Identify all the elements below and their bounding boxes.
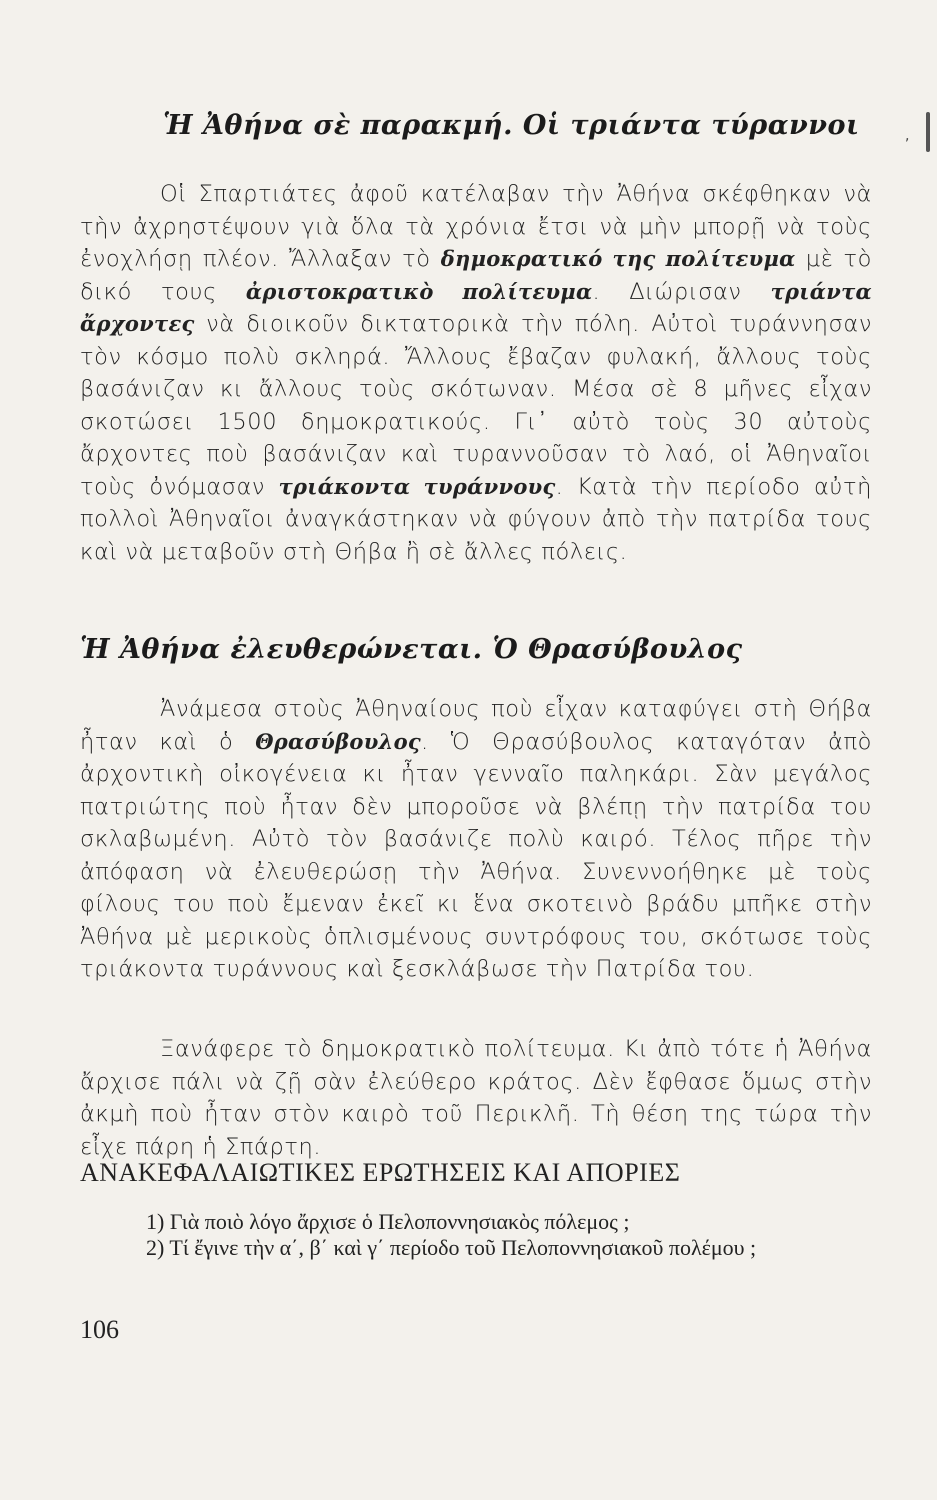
review-questions-heading: ΑΝΑΚΕΦΑΛΑΙΩΤΙΚΕΣ ΕΡΩΤΗΣΕΙΣ ΚΑΙ ΑΠΟΡΙΕΣ <box>80 1158 681 1187</box>
section-heading-liberation: Ἡ Ἀθήνα ἐλευθερώνεται. Ὁ Θρασύβουλος <box>80 634 743 665</box>
paragraph-democracy-restored: Ξανάφερε τὸ δημοκρατικὸ πολίτευμα. Κι ἀπὸ τότε ἡ Ἀθήνα ἄρχισε πάλι νὰ ζῇ σὰν ἐλεύθερο κράτος. Δὲν ἔφθασε ὅμως στὴν ἀκμὴ ποὺ ἦταν στὸν καιρὸ τοῦ Περικλῆ. Τὴ θέση της τώρα τὴν εἶχε πάρη ἡ Σπάρτη. <box>80 1036 872 1160</box>
review-question-1: 1) Γιὰ ποιὸ λόγο ἄρχισε ὁ Πελοποννησιακὸς πόλεμος ; <box>146 1209 630 1234</box>
section-heading-decline: Ἡ Ἀθήνα σὲ παρακμή. Οἱ τριάντα τύραννοι <box>163 110 860 141</box>
page-number: 106 <box>80 1315 119 1344</box>
review-question-2: 2) Τί ἔγινε τὴν α΄, β΄ καὶ γ΄ περίοδο τοῦ Πελοποννησιακοῦ πολέμου ; <box>146 1235 757 1260</box>
paragraph-thrasybulus: Ἀνάμεσα στοὺς Ἀθηναίους ποὺ εἶχαν καταφύγει στὴ Θήβα ἦταν καὶ ὁ Θρασύβουλος. Ὁ Θρασύβουλος καταγόταν ἀπὸ ἀρχοντικὴ οἰκογένεια κι ἦταν γενναῖο παληκάρι. Σὰν μεγάλος πατριώτης ποὺ ἦταν δὲν μποροῦσε νὰ βλέπῃ τὴν πατρίδα του σκλαβωμένη. Αὐτὸ τὸν βασάνιζε πολὺ καιρό. Τέλος πῆρε τὴν ἀπόφαση νὰ ἐλευθερώσῃ τὴν Ἀθήνα. Συνεννοήθηκε μὲ τοὺς φίλους του ποὺ ἔμεναν ἐκεῖ κι ἕνα σκοτεινὸ βράδυ μπῆκε στὴν Ἀθήνα μὲ μερικοὺς ὁπλισμένους συντρόφους του, σκότωσε τοὺς τριάκοντα τυράννους καὶ ξεσκλάβωσε τὴν Πατρίδα του. <box>80 696 872 982</box>
page-edge-comma: , <box>905 128 910 144</box>
paragraph-thirty-tyrants: Οἱ Σπαρτιάτες ἀφοῦ κατέλαβαν τὴν Ἀθήνα σκέφθηκαν νὰ τὴν ἀχρηστέψουν γιὰ ὅλα τὰ χρόνια ἔτσι νὰ μὴν μπορῇ νὰ τοὺς ἐνοχλήσῃ πλέον. Ἄλλαξαν τὸ δημοκρατικό της πολίτευμα μὲ τὸ δικό τους ἀριστοκρατικὸ πολίτευμα. Διώρισαν τριάντα ἄρχοντες νὰ διοικοῦν δικτατορικὰ τὴν πόλη. Αὐτοὶ τυράννησαν τὸν κόσμο πολὺ σκληρά. Ἄλλους ἔβαζαν φυλακή, ἄλλους τοὺς βασάνιζαν κι ἄλλους τοὺς σκότωναν. Μέσα σὲ 8 μῆνες εἶχαν σκοτώσει 1500 δημοκρατικούς. Γι᾽ αὐτὸ τοὺς 30 αὐτοὺς ἄρχοντες ποὺ βασάνιζαν καὶ τυραννοῦσαν τὸ λαό, οἱ Ἀθηναῖοι τοὺς ὀνόμασαν τριάκοντα τυράννους. Κατὰ τὴν περίοδο αὐτὴ πολλοὶ Ἀθηναῖοι ἀναγκάστηκαν νὰ φύγουν ἀπὸ τὴν πατρίδα τους καὶ νὰ μεταβοῦν στὴ Θήβα ἢ σὲ ἄλλες πόλεις. <box>80 181 873 565</box>
page-edge-mark <box>926 112 930 152</box>
